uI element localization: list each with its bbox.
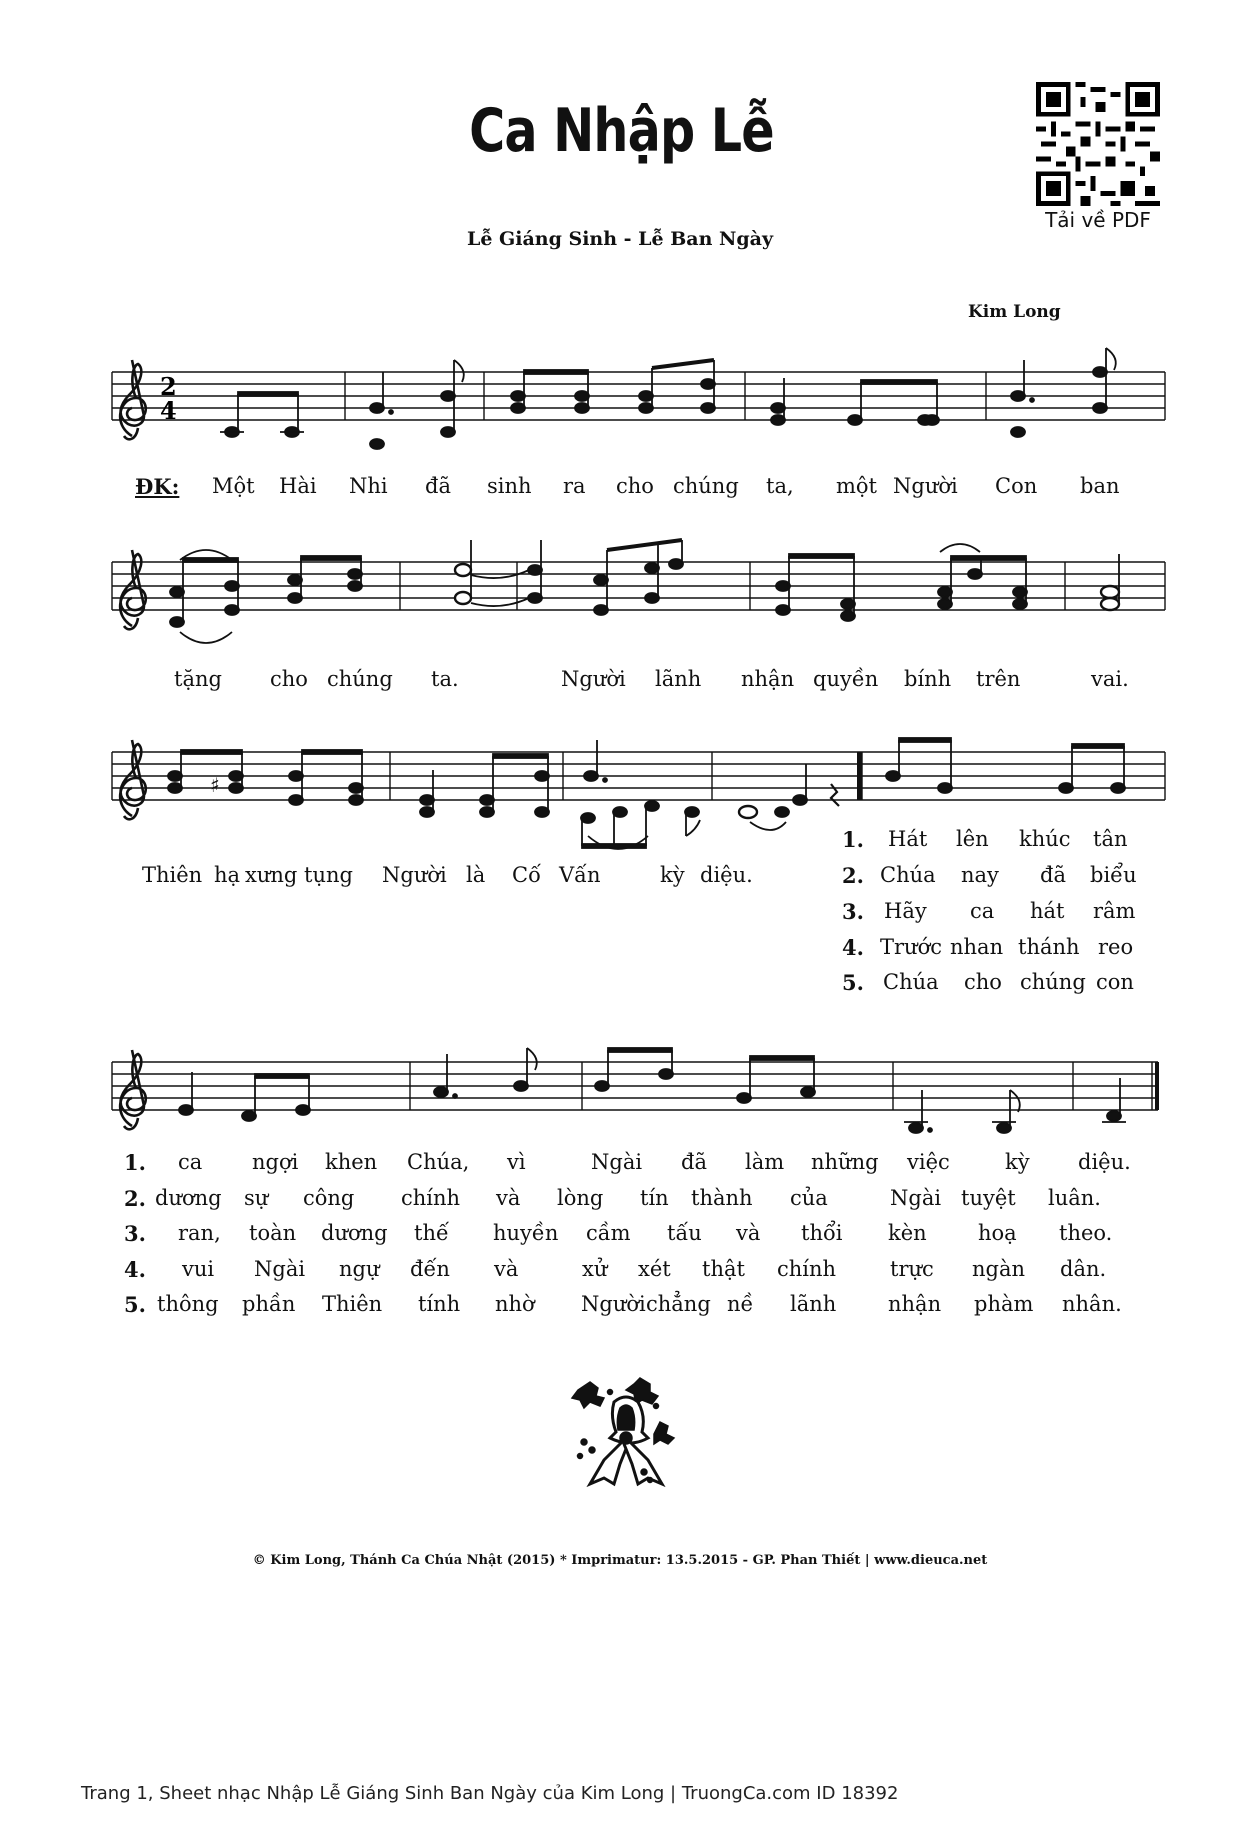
lyric-word: xử bbox=[582, 1257, 608, 1281]
lyric-word: ngợi bbox=[252, 1150, 299, 1174]
verse-intro-3: 3. Hãy ca hát râm bbox=[842, 899, 1136, 924]
lyric-word: và bbox=[496, 1186, 521, 1210]
lyric-word: vui bbox=[182, 1257, 215, 1281]
verse-line-4 bbox=[0, 1257, 1240, 1287]
lyric-word: những bbox=[811, 1150, 879, 1174]
lyric-word: dương bbox=[155, 1186, 222, 1210]
staff-2 bbox=[112, 562, 1165, 610]
lyric-word: Người bbox=[581, 1292, 646, 1316]
song-title: Ca Nhập Lễ bbox=[469, 96, 774, 166]
lyric-word: tín bbox=[640, 1186, 669, 1210]
refrain-line-2 bbox=[0, 667, 1240, 697]
lyric-word: đến bbox=[410, 1257, 450, 1281]
verse-intro-4: 4. Trước nhan thánh reo bbox=[842, 935, 1134, 960]
lyric-word: Hài bbox=[279, 474, 317, 498]
lyric-word: cho bbox=[270, 667, 308, 691]
lyric-word: khen bbox=[325, 1150, 378, 1174]
lyric-word: diệu. bbox=[1078, 1150, 1131, 1174]
time-signature-bottom: 4 bbox=[160, 396, 177, 425]
notes-staff-2 bbox=[170, 540, 1119, 643]
lyric-word: kèn bbox=[888, 1221, 927, 1245]
verse-line-2 bbox=[0, 1186, 1240, 1216]
lyric-word: hoạ bbox=[978, 1221, 1017, 1245]
lyric-word: nhân. bbox=[1062, 1292, 1122, 1316]
lyric-word: Ngài bbox=[890, 1186, 942, 1210]
svg-text:♯: ♯ bbox=[210, 773, 220, 797]
verse-number: 5. bbox=[124, 1292, 146, 1317]
repeat-barline bbox=[857, 752, 862, 800]
lyric-word: thế bbox=[414, 1221, 449, 1245]
lyric-word: trực bbox=[890, 1257, 934, 1281]
composer-name: Kim Long bbox=[968, 302, 1061, 322]
lyric-word: lòng bbox=[557, 1186, 604, 1210]
lyric-word: ta. bbox=[431, 667, 459, 691]
lyric-word: Thiên bbox=[322, 1292, 383, 1316]
lyric-word: Chúa, bbox=[407, 1150, 470, 1174]
lyric-word: tuyệt bbox=[961, 1186, 1016, 1210]
lyric-word: Người bbox=[893, 474, 958, 498]
verse-number: 4. bbox=[124, 1257, 146, 1282]
lyric-word: kỳ bbox=[1005, 1150, 1030, 1174]
lyric-word: sinh bbox=[487, 474, 532, 498]
download-pdf-label[interactable]: Tải về PDF bbox=[1045, 208, 1151, 232]
lyric-word: tụng bbox=[304, 863, 353, 887]
lyric-word: dương bbox=[321, 1221, 388, 1245]
lyric-word: ngự bbox=[339, 1257, 380, 1281]
verse-intro-2: 2. Chúa nay đã biểu bbox=[842, 863, 1137, 888]
lyric-word: Người bbox=[561, 667, 626, 691]
refrain-label: ĐK: bbox=[135, 474, 180, 499]
verse-line-3 bbox=[0, 1221, 1240, 1251]
verse-line-5 bbox=[0, 1292, 1240, 1322]
notes-staff-4 bbox=[179, 1048, 1126, 1133]
lyric-word: bính bbox=[904, 667, 952, 691]
verse-line-1 bbox=[0, 1150, 1240, 1180]
verse-intro-1: 1. Hát lên khúc tân bbox=[842, 827, 1128, 852]
lyric-word: lãnh bbox=[655, 667, 702, 691]
copyright-notice: © Kim Long, Thánh Ca Chúa Nhật (2015) * Imprimatur: 13.5.2015 - GP. Phan Thiết | www.dieuca.net bbox=[252, 1553, 988, 1568]
lyric-word: Ngài bbox=[254, 1257, 306, 1281]
lyric-word: đã bbox=[681, 1150, 707, 1174]
lyric-word: Người bbox=[382, 863, 447, 887]
lyric-word: cầm bbox=[586, 1221, 631, 1245]
lyric-word: toàn bbox=[249, 1221, 297, 1245]
lyric-word: nhận bbox=[741, 667, 795, 691]
staff-3 bbox=[112, 752, 1165, 800]
lyric-word: cho bbox=[616, 474, 654, 498]
lyric-word: phần bbox=[242, 1292, 296, 1316]
lyric-word: ra bbox=[563, 474, 586, 498]
lyric-word: chẳng bbox=[646, 1292, 711, 1316]
lyric-word: tấu bbox=[667, 1221, 702, 1245]
lyric-word: là bbox=[466, 863, 486, 887]
lyric-word: Một bbox=[212, 474, 255, 498]
lyric-word: nhận bbox=[888, 1292, 942, 1316]
lyric-word: ran, bbox=[178, 1221, 221, 1245]
verse-number: 2. bbox=[124, 1186, 146, 1211]
staff-4 bbox=[112, 1062, 1158, 1110]
lyric-word: diệu. bbox=[700, 863, 753, 887]
lyric-word: thông bbox=[157, 1292, 219, 1316]
notes-staff-1 bbox=[220, 348, 1116, 449]
lyric-word: ca bbox=[178, 1150, 203, 1174]
lyric-word: Vấn bbox=[559, 863, 601, 887]
lyric-word: thổi bbox=[801, 1221, 843, 1245]
lyric-word: việc bbox=[907, 1150, 950, 1174]
refrain-line-1 bbox=[0, 474, 1240, 504]
lyric-word: thật bbox=[702, 1257, 745, 1281]
lyric-word: ban bbox=[1080, 474, 1120, 498]
lyric-word: ngàn bbox=[972, 1257, 1026, 1281]
lyric-word: xét bbox=[638, 1257, 671, 1281]
lyric-word: đã bbox=[425, 474, 451, 498]
lyric-word: quyền bbox=[813, 667, 879, 691]
page-footer: Trang 1, Sheet nhạc Nhập Lễ Giáng Sinh Ban Ngày của Kim Long | TruongCa.com ID 18392 bbox=[81, 1783, 899, 1804]
verse-number: 3. bbox=[124, 1221, 146, 1246]
lyric-word: Cố bbox=[512, 863, 541, 887]
song-subtitle: Lễ Giáng Sinh - Lễ Ban Ngày bbox=[466, 228, 774, 250]
lyric-word: vai. bbox=[1091, 667, 1129, 691]
lyric-word: phàm bbox=[974, 1292, 1034, 1316]
lyric-word: kỳ bbox=[660, 863, 685, 887]
lyric-word: và bbox=[736, 1221, 761, 1245]
verse-number: 1. bbox=[124, 1150, 146, 1175]
lyric-word: hạ bbox=[214, 863, 241, 887]
lyric-word: vì bbox=[507, 1150, 526, 1174]
lyric-word: và bbox=[494, 1257, 519, 1281]
lyric-word: Nhi bbox=[349, 474, 388, 498]
lyric-word: trên bbox=[976, 667, 1021, 691]
lyric-word: một bbox=[836, 474, 877, 498]
lyric-word: lãnh bbox=[790, 1292, 837, 1316]
lyric-word: luân. bbox=[1048, 1186, 1101, 1210]
final-barline bbox=[1155, 1062, 1159, 1110]
lyric-word: Con bbox=[995, 474, 1038, 498]
lyric-word: tặng bbox=[174, 667, 222, 691]
lyric-word: nề bbox=[727, 1292, 754, 1316]
lyric-word: xưng bbox=[245, 863, 298, 887]
lyric-word: chính bbox=[401, 1186, 461, 1210]
lyric-word: Ngài bbox=[591, 1150, 643, 1174]
lyric-word: ta, bbox=[766, 474, 794, 498]
lyric-word: Thiên bbox=[142, 863, 203, 887]
lyric-word: chính bbox=[777, 1257, 837, 1281]
lyric-word: của bbox=[790, 1186, 828, 1210]
lyric-word: dân. bbox=[1060, 1257, 1107, 1281]
lyric-word: theo. bbox=[1059, 1221, 1113, 1245]
lyric-word: làm bbox=[745, 1150, 785, 1174]
lyric-word: công bbox=[303, 1186, 355, 1210]
lyric-word: chúng bbox=[673, 474, 739, 498]
christmas-bell-ornament-icon bbox=[570, 1372, 682, 1490]
verse-intro-5: 5. Chúa cho chúng con bbox=[842, 970, 1134, 995]
lyric-word: tính bbox=[418, 1292, 461, 1316]
lyric-word: huyền bbox=[493, 1221, 559, 1245]
lyric-word: thành bbox=[691, 1186, 753, 1210]
time-signature-top: 2 bbox=[160, 372, 177, 401]
lyric-word: sự bbox=[244, 1186, 269, 1210]
lyric-word: nhờ bbox=[495, 1292, 535, 1316]
lyric-word: chúng bbox=[327, 667, 393, 691]
